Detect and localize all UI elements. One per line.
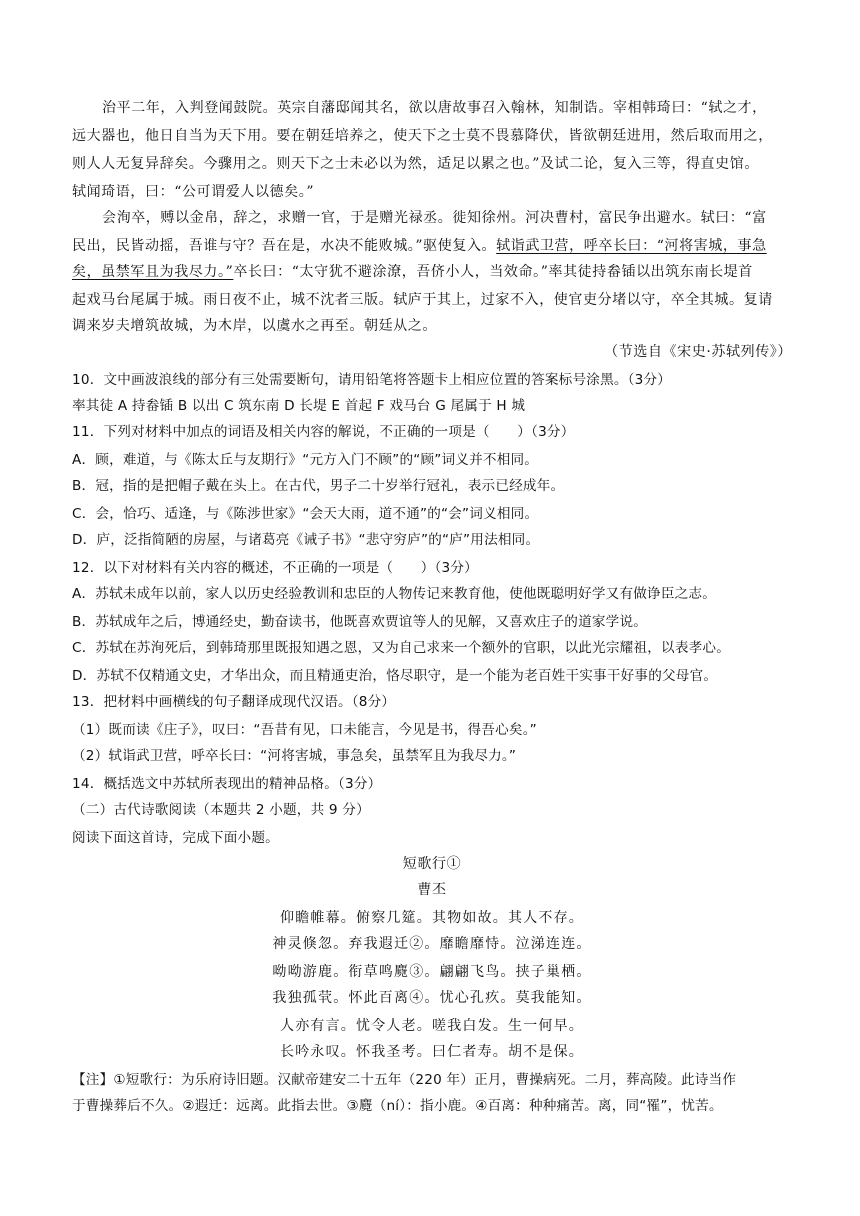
poem-title: 短歌行① bbox=[402, 856, 462, 872]
option-b: B．苏轼成年之后，博通经史，勤奋读书，他既喜欢贾谊等人的见解，又喜欢庄子的道家学说。 bbox=[72, 614, 648, 630]
question-12: 12．以下对材料有关内容的概述，不正确的一项是（ ）（3分） bbox=[72, 560, 478, 576]
poem-line: 神灵倏忽。弃我遐迁②。靡瞻靡恃。泣涕连连。 bbox=[272, 936, 592, 952]
passage-line: 会洵卒，赙以金帛，辞之，求赠一官，于是赠光禄丞。徙知徐州。河决曹村，富民争出避水。轼曰：“富 bbox=[102, 210, 767, 226]
question-10: 10．文中画波浪线的部分有三处需要断句，请用铅笔将答题卡上相应位置的答案标号涂黑。（3分） bbox=[72, 372, 672, 388]
option-c: C．会，恰巧、适逢，与《陈涉世家》“会天大雨，道不通”的“会”词义相同。 bbox=[72, 506, 539, 522]
passage-line: 远大器也，他日自当为天下用。要在朝廷培养之，使天下之士莫不畏慕降伏，皆欲朝廷进用，然后取而用之， bbox=[72, 128, 773, 144]
passage-line: 调来岁夫增筑故城，为木岸，以虞水之再至。朝廷从之。 bbox=[72, 318, 437, 334]
option-b: B．冠，指的是把帽子戴在头上。在古代，男子二十岁举行冠礼，表示已经成年。 bbox=[72, 478, 565, 494]
poem-line: 呦呦游鹿。衔草鸣麑③。翩翩飞鸟。挟子巢栖。 bbox=[272, 964, 592, 980]
passage-text: 卒长曰：“太守犹不避涂潦，吾侪小人，当效命。”率其徒持畚锸以出筑东南长堤首 bbox=[233, 264, 753, 280]
question-13: 13．把材料中画横线的句子翻译成现代汉语。（8分） bbox=[72, 694, 396, 710]
passage-line: 治平二年，入判登闻鼓院。英宗自藩邸闻其名，欲以唐故事召入翰林，知制诰。宰相韩琦曰：“轼之才， bbox=[102, 100, 767, 116]
instruction: 阅读下面这首诗，完成下面小题。 bbox=[72, 830, 279, 846]
option-a: A．顾，难道，与《陈太丘与友期行》“元方入门不顾”的“顾”词义并不相同。 bbox=[72, 452, 539, 468]
underlined-sentence: 矣，虽禁军且为我尽力。” bbox=[72, 264, 234, 280]
passage-line bbox=[72, 236, 792, 256]
poem-author: 曹丕 bbox=[417, 882, 447, 898]
passage-source: （节选自《宋史·苏轼列传》） bbox=[604, 344, 792, 360]
passage-line: 轼闻琦语，曰：“公可谓爱人以德矣。” bbox=[72, 184, 315, 200]
poem-line: 长吟永叹。怀我圣考。曰仁者寿。胡不是保。 bbox=[280, 1044, 584, 1060]
passage-line bbox=[72, 262, 792, 282]
option-a: A．苏轼未成年以前，家人以历史经验教训和忠臣的人物传记来教育他，使他既聪明好学又有做诤臣之志。 bbox=[72, 586, 717, 602]
poem-line: 我独孤茕。怀此百离④。忧心孔疚。莫我能知。 bbox=[272, 990, 592, 1006]
question-11: 11．下列对材料中加点的词语及相关内容的解说，不正确的一项是（ ）（3分） bbox=[72, 424, 575, 440]
passage-text: 民出，民皆动摇，吾谁与守？吾在是，水决不能败城。”驱使复入。 bbox=[72, 238, 497, 254]
option-d: D．苏轼不仅精通文史，才华出众，而且精通吏治，恪尽职守，是一个能为老百姓干实事干好事的父母官。 bbox=[72, 668, 718, 684]
poem-notes: 【注】①短歌行：为乐府诗旧题。汉献帝建安二十五年（220 年）正月，曹操病死。二月，葬高陵。此诗当作 bbox=[72, 1072, 737, 1088]
question-13-1: （1）既而读《庄子》，叹曰：“吾昔有见，口未能言，今见是书，得吾心矣。” bbox=[72, 722, 537, 738]
poem-line: 人亦有言。忧令人老。嗟我白发。生一何早。 bbox=[280, 1018, 584, 1034]
section-heading: （二）古代诗歌阅读（本题共 2 小题，共 9 分） bbox=[72, 802, 370, 818]
question-13-2: （2）轼诣武卫营，呼卒长曰：“河将害城，事急矣，虽禁军且为我尽力。” bbox=[72, 748, 517, 764]
option-c: C．苏轼在苏洵死后，到韩琦那里既报知遇之恩，又为自己求来一个额外的官职，以此光宗耀祖，以表孝心。 bbox=[72, 640, 730, 656]
question-14: 14．概括选文中苏轼所表现出的精神品格。（3分） bbox=[72, 776, 382, 792]
passage-line: 起戏马台尾属于城。雨日夜不止，城不沈者三版。轼庐于其上，过家不入，使官吏分堵以守，卒全其城。复请 bbox=[72, 292, 773, 308]
option-d: D．庐，泛指简陋的房屋，与诸葛亮《诫子书》“悲守穷庐”的“庐”用法相同。 bbox=[72, 532, 540, 548]
poem-line: 仰瞻帷幕。俯察几筵。其物如故。其人不存。 bbox=[280, 910, 584, 926]
underlined-sentence: 轼诣武卫营，呼卒长曰：“河将害城，事急 bbox=[496, 238, 767, 254]
poem-notes: 于曹操葬后不久。②遐迁：远离。此指去世。③麑（ní）：指小鹿。④百离：种种痛苦。离，同“罹”，忧苦。 bbox=[72, 1098, 723, 1114]
passage-line: 则人人无复异辞矣。今骤用之。则天下之士未必以为然，适足以累之也。”及试二论，复入三等，得直史馆。 bbox=[72, 156, 759, 172]
question-10-text: 率其徒 A 持畚锸 B 以出 C 筑东南 D 长堤 E 首起 F 戏马台 G 尾属于 H 城 bbox=[72, 398, 526, 414]
